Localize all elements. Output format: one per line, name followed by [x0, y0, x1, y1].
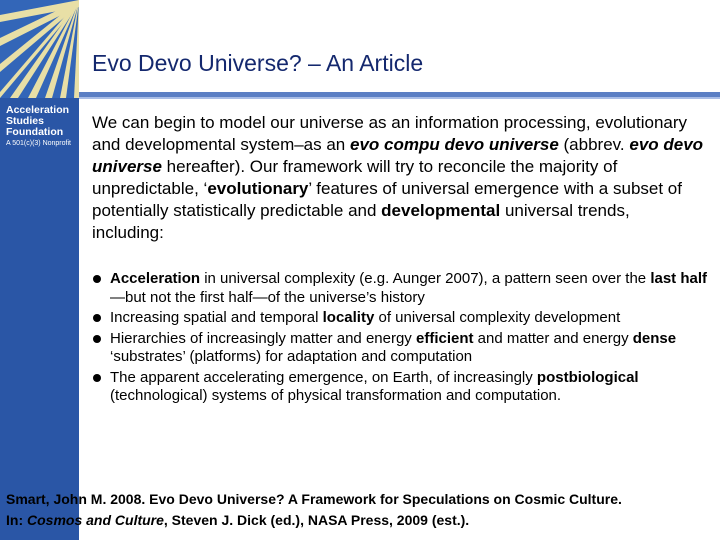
list-item [92, 330, 707, 367]
item-emphasis: last half [650, 270, 707, 287]
bullet-icon [93, 314, 101, 322]
intro-emphasis: evo devo universe [92, 135, 704, 176]
intro-text: hereafter). Our framework will try to reconcile the majority of unpredictable, ‘ [92, 157, 618, 198]
citation-in-label: In: [6, 512, 27, 528]
item-text: (technological) systems of physical transformation and computation. [110, 387, 562, 404]
sunburst-icon [0, 0, 79, 98]
org-subtitle: A 501(c)(3) Nonprofit [6, 140, 71, 147]
intro-paragraph [92, 112, 706, 244]
trend-list [92, 270, 707, 408]
intro-emphasis: developmental [381, 201, 501, 220]
citation-details: , Steven J. Dick (ed.), NASA Press, 2009 (est.). [163, 512, 470, 528]
intro-text: (abbrev. [558, 135, 630, 154]
list-item [92, 270, 707, 307]
item-text: in universal complexity (e.g. Aunger 2007), a pattern seen over the [200, 270, 651, 287]
item-emphasis: locality [322, 309, 375, 326]
item-emphasis: postbiological [536, 368, 639, 386]
item-text: ‘substrates’ (platforms) for adaptation and computation [110, 348, 473, 365]
org-name [6, 105, 69, 138]
intro-emphasis: evo compu devo universe [350, 135, 559, 154]
list-item [92, 369, 707, 406]
org-name-line: Foundation [6, 126, 64, 138]
item-emphasis: dense [632, 329, 677, 347]
citation-line [6, 510, 716, 531]
intro-text: ’ features of universal emergence with a subset of potentially statistically predictable and [92, 179, 682, 220]
citation [6, 489, 716, 531]
title-divider-highlight [79, 97, 720, 99]
bullet-icon [93, 335, 101, 343]
item-text: and matter and energy [473, 329, 633, 347]
foundation-logo [0, 0, 79, 98]
citation-line: Smart, John M. 2008. Evo Devo Universe? A Framework for Speculations on Cosmic Culture. [6, 491, 622, 507]
intro-emphasis: evolutionary [207, 179, 309, 198]
org-name-line: Acceleration [6, 104, 70, 116]
sidebar [0, 0, 79, 540]
item-text: The apparent accelerating emergence, on Earth, of increasingly [110, 368, 537, 386]
org-name-line: Studies [6, 115, 44, 127]
item-text: —but not the first half—of the universe’s history [110, 288, 425, 306]
item-text: Hierarchies of increasingly matter and energy [110, 329, 416, 347]
item-emphasis: Acceleration [110, 270, 201, 287]
citation-book-title: Cosmos and Culture [27, 512, 164, 528]
item-text: Increasing spatial and temporal [110, 309, 323, 326]
slide-title: Evo Devo Universe? – An Article [92, 50, 424, 76]
bullet-icon [93, 275, 101, 283]
bullet-icon [93, 374, 101, 382]
intro-text: universal trends, including: [92, 201, 630, 242]
intro-text: We can begin to model our universe as an information processing, evolutionary and developmental system–as an [92, 113, 688, 154]
item-emphasis: efficient [415, 329, 474, 347]
list-item [92, 309, 707, 328]
item-text: of universal complexity development [374, 309, 621, 326]
